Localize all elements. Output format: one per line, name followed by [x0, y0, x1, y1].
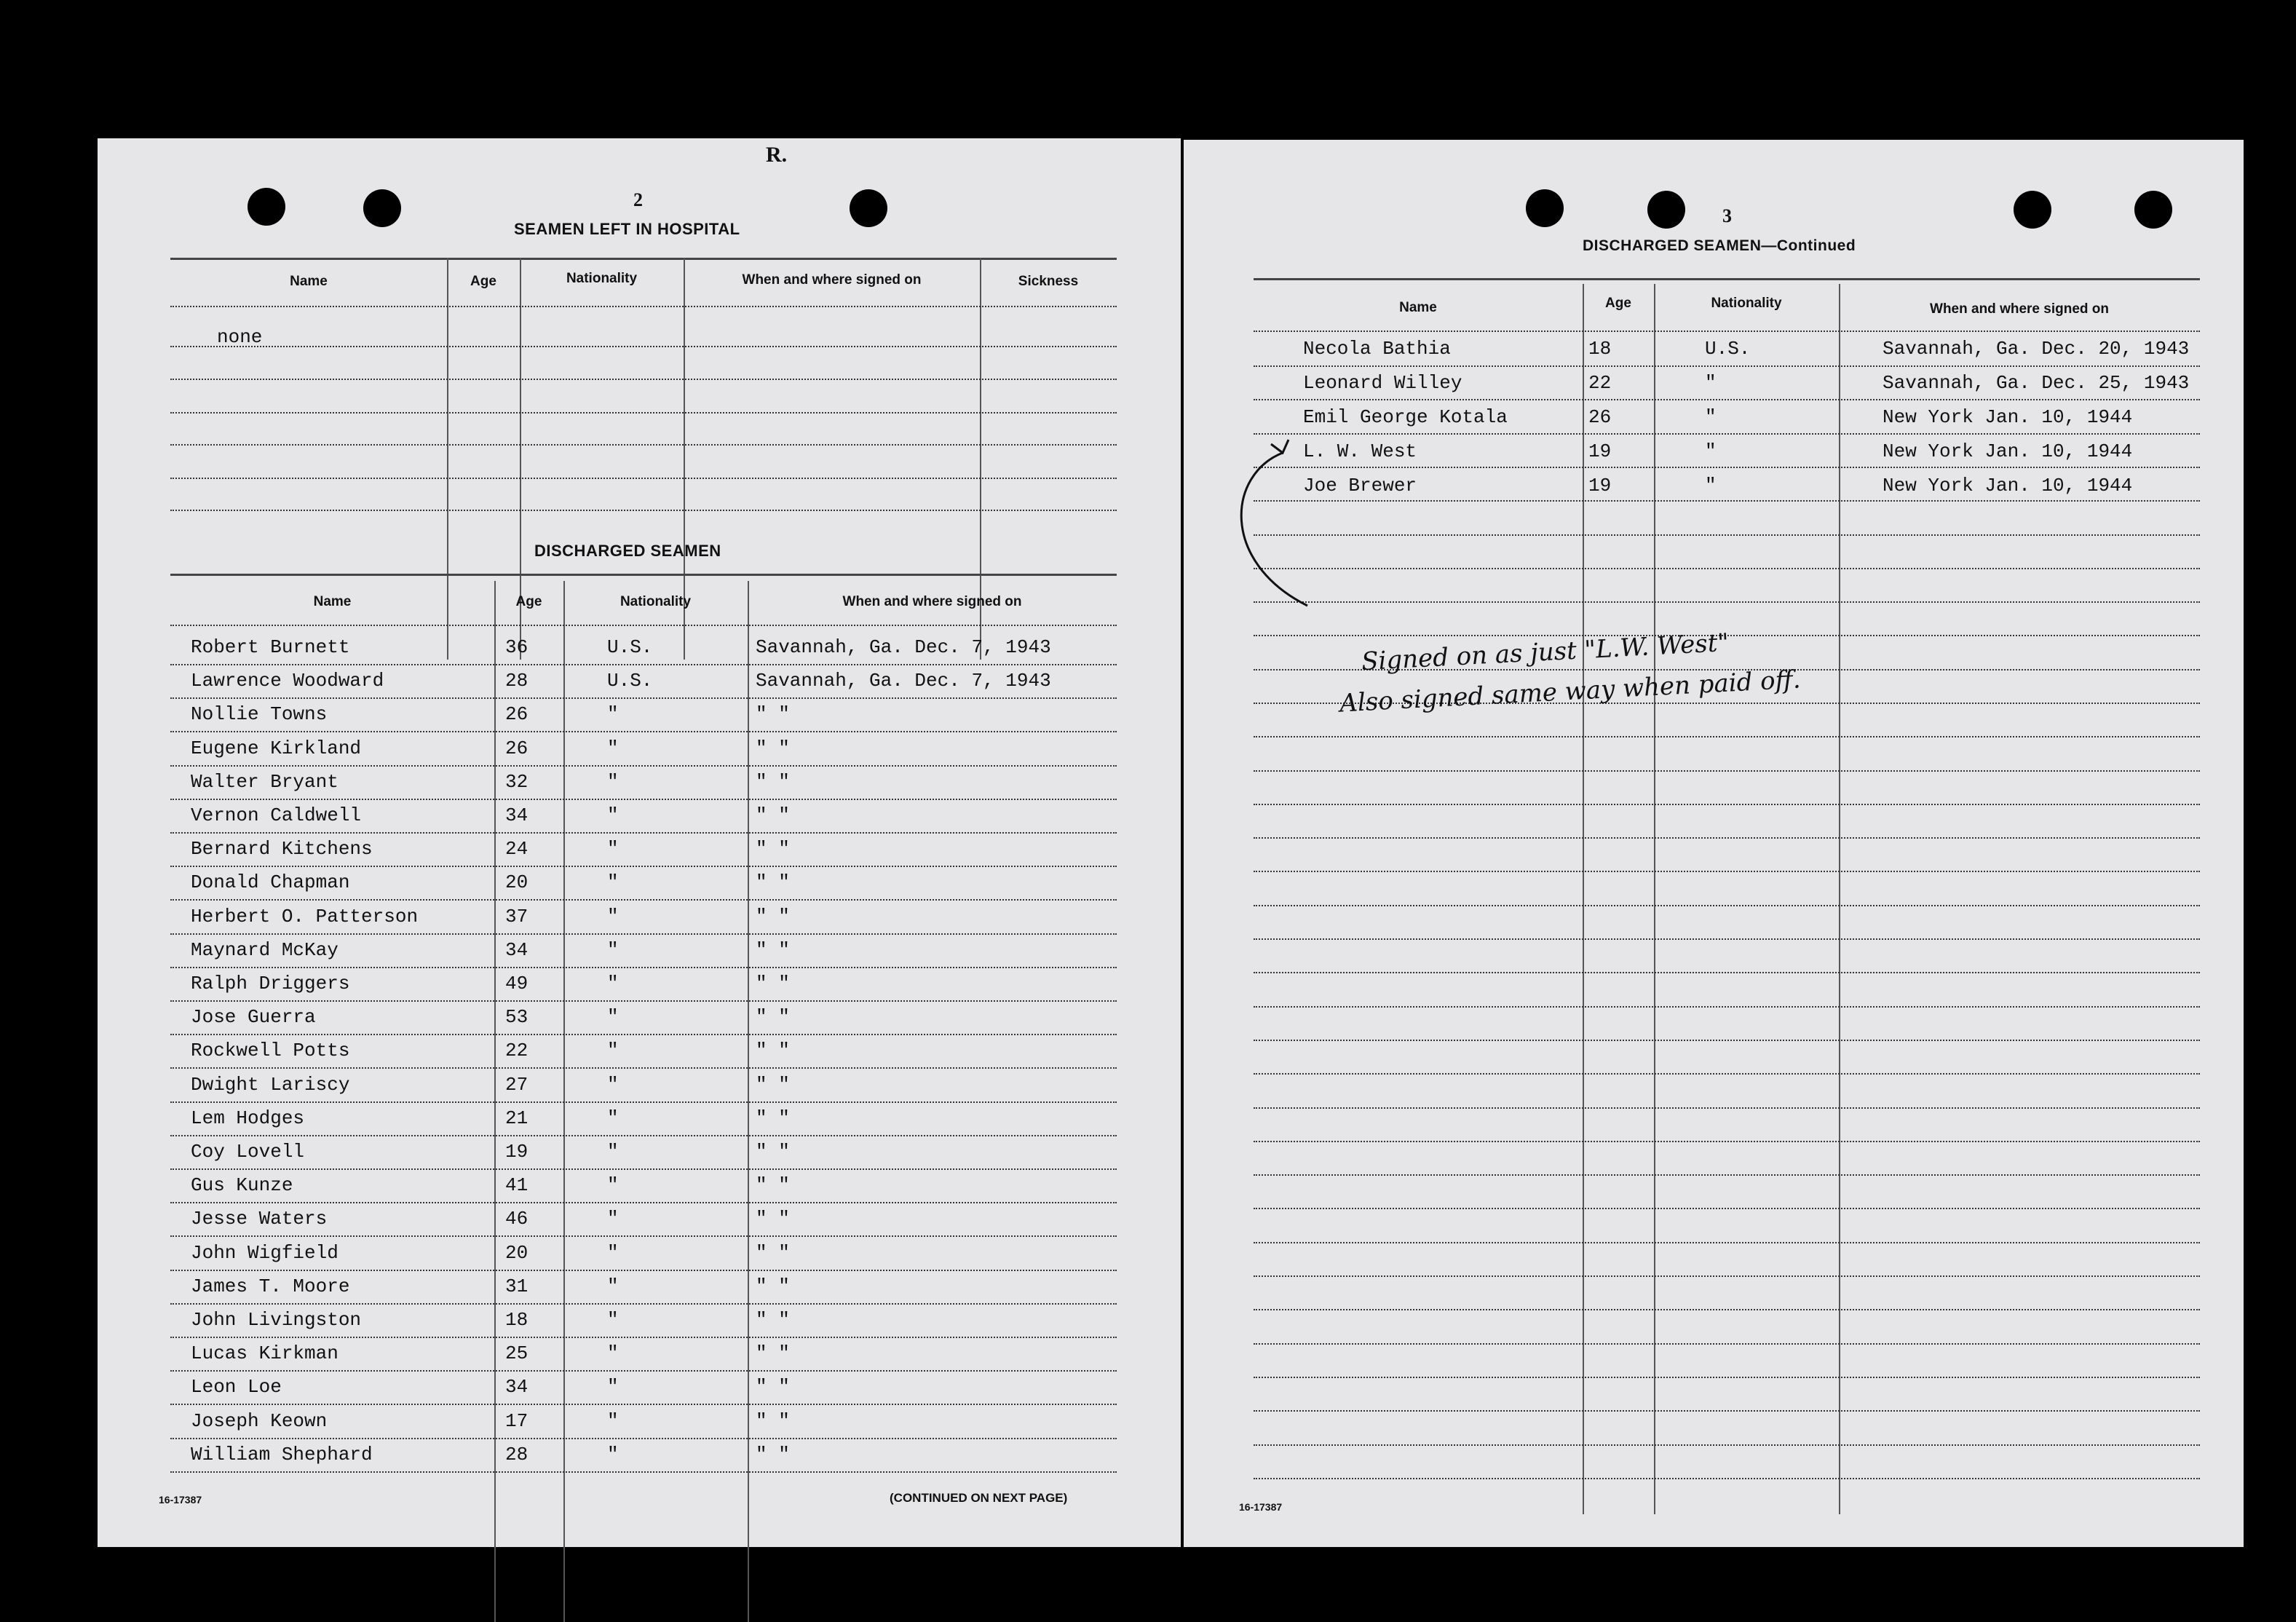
rule	[170, 1471, 1117, 1473]
header-signed-on: When and where signed on	[742, 272, 922, 288]
continued-section-title: DISCHARGED SEAMEN—Continued	[1583, 237, 1856, 254]
rule	[170, 1067, 1117, 1069]
seaman-signed-on: " "	[756, 1275, 790, 1297]
rule	[1254, 1309, 2200, 1310]
rule	[1254, 905, 2200, 906]
rule	[170, 510, 1117, 511]
seaman-age: 46	[505, 1208, 529, 1230]
seaman-signed-on: Savannah, Ga. Dec. 20, 1943	[1883, 338, 2190, 360]
punch-hole	[1647, 191, 1685, 229]
seaman-name: Coy Lovell	[191, 1141, 305, 1163]
seaman-name: Rockwell Potts	[191, 1040, 350, 1061]
rule	[170, 967, 1117, 968]
seaman-name: John Livingston	[191, 1309, 362, 1331]
rule	[1254, 1478, 2200, 1479]
rule	[1254, 1444, 2200, 1446]
seaman-signed-on: " "	[756, 771, 790, 793]
seaman-name: Lem Hodges	[191, 1107, 305, 1129]
seaman-age: 18	[1588, 338, 1612, 360]
rule	[1254, 804, 2200, 805]
seaman-age: 20	[505, 1242, 529, 1264]
header-name: Name	[1399, 300, 1437, 315]
header-age: Age	[470, 274, 496, 289]
seaman-age: 34	[505, 939, 529, 961]
rule	[1254, 433, 2200, 435]
seaman-signed-on: New York Jan. 10, 1944	[1883, 440, 2133, 462]
col-divider	[1654, 284, 1655, 1514]
rule	[1254, 1006, 2200, 1008]
seaman-nationality: "	[1705, 440, 1717, 462]
seaman-name: William Shephard	[191, 1444, 373, 1465]
seaman-age: 49	[505, 973, 529, 994]
seaman-nationality: "	[607, 737, 619, 759]
seaman-age: 20	[505, 871, 529, 893]
seaman-signed-on: " "	[756, 1376, 790, 1398]
seaman-nationality: "	[607, 1074, 619, 1096]
rule	[170, 379, 1117, 380]
seaman-age: 21	[505, 1107, 529, 1129]
form-number: 16-17387	[159, 1494, 202, 1506]
rule	[1254, 871, 2200, 872]
top-mark: R.	[766, 143, 788, 167]
seaman-signed-on: Savannah, Ga. Dec. 25, 1943	[1883, 372, 2190, 394]
rule	[1254, 770, 2200, 772]
rule	[170, 574, 1117, 576]
punch-hole	[363, 189, 401, 227]
rule	[170, 1034, 1117, 1035]
rule	[170, 765, 1117, 767]
col-divider	[1583, 284, 1584, 1514]
seaman-name: Gus Kunze	[191, 1174, 293, 1196]
hospital-entry: none	[217, 326, 263, 348]
seaman-age: 17	[505, 1410, 529, 1432]
seaman-nationality: U.S.	[1705, 338, 1751, 360]
seaman-name: Joe Brewer	[1303, 475, 1417, 497]
seaman-age: 19	[505, 1141, 529, 1163]
seaman-nationality: "	[607, 703, 619, 725]
header-signed-on: When and where signed on	[1930, 301, 2109, 317]
rule	[170, 899, 1117, 901]
header-nationality: Nationality	[566, 271, 638, 286]
seaman-age: 34	[505, 804, 529, 826]
seaman-nationality: "	[1705, 406, 1717, 428]
punch-hole	[2134, 191, 2172, 229]
rule	[1254, 837, 2200, 839]
seaman-nationality: "	[607, 973, 619, 994]
rule	[170, 346, 1117, 347]
seaman-signed-on: " "	[756, 906, 790, 927]
rule	[170, 258, 1117, 260]
rule	[1254, 938, 2200, 940]
seaman-name: Herbert O. Patterson	[191, 906, 419, 927]
seaman-name: Lawrence Woodward	[191, 670, 384, 692]
header-nationality: Nationality	[619, 594, 692, 609]
seaman-age: 26	[505, 737, 529, 759]
header-age: Age	[515, 594, 542, 609]
rule	[1254, 1141, 2200, 1142]
seaman-name: Eugene Kirkland	[191, 737, 362, 759]
rule	[170, 1438, 1117, 1439]
seaman-nationality: U.S.	[607, 636, 653, 658]
seaman-name: L. W. West	[1303, 440, 1417, 462]
seaman-signed-on: " "	[756, 703, 790, 725]
seaman-age: 31	[505, 1275, 529, 1297]
continued-note: (CONTINUED ON NEXT PAGE)	[890, 1491, 1068, 1505]
seaman-signed-on: " "	[756, 1309, 790, 1331]
rule	[1254, 1073, 2200, 1075]
rule	[1254, 534, 2200, 536]
rule	[170, 625, 1117, 626]
seaman-name: Jesse Waters	[191, 1208, 328, 1230]
page-number: 2	[633, 189, 643, 210]
punch-hole	[850, 189, 887, 227]
seaman-signed-on: " "	[756, 1074, 790, 1096]
seaman-nationality: "	[607, 771, 619, 793]
seaman-name: Leonard Willey	[1303, 372, 1462, 394]
rule	[1254, 1242, 2200, 1243]
seaman-age: 19	[1588, 475, 1612, 497]
rule	[170, 412, 1117, 414]
seaman-signed-on: " "	[756, 1242, 790, 1264]
seaman-signed-on: Savannah, Ga. Dec. 7, 1943	[756, 636, 1051, 658]
punch-hole	[1526, 189, 1564, 227]
rule	[1254, 365, 2200, 367]
seaman-nationality: "	[607, 1376, 619, 1398]
seaman-nationality: "	[607, 1275, 619, 1297]
header-name: Name	[313, 594, 352, 609]
seaman-name: Donald Chapman	[191, 871, 350, 893]
seaman-name: Ralph Driggers	[191, 973, 350, 994]
seaman-name: Bernard Kitchens	[191, 838, 373, 860]
rule	[1254, 399, 2200, 400]
rule	[1254, 1410, 2200, 1412]
seaman-age: 18	[505, 1309, 529, 1331]
seaman-name: Jose Guerra	[191, 1006, 316, 1028]
header-nationality: Nationality	[1711, 296, 1782, 311]
seaman-signed-on: " "	[756, 871, 790, 893]
seaman-signed-on: " "	[756, 1342, 790, 1364]
seaman-nationality: "	[607, 1141, 619, 1163]
rule	[1254, 568, 2200, 569]
rule	[170, 1000, 1117, 1002]
right-page	[1184, 140, 2244, 1547]
form-number: 16-17387	[1239, 1501, 1283, 1513]
seaman-age: 19	[1588, 440, 1612, 462]
rule	[1254, 1275, 2200, 1277]
col-divider	[1839, 284, 1840, 1514]
rule	[170, 664, 1117, 665]
header-signed-on: When and where signed on	[842, 594, 1022, 609]
seaman-name: Emil George Kotala	[1303, 406, 1508, 428]
seaman-name: Walter Bryant	[191, 771, 339, 793]
rule	[170, 697, 1117, 699]
rule	[170, 306, 1117, 307]
seaman-nationality: "	[1705, 372, 1717, 394]
hospital-section-title: SEAMEN LEFT IN HOSPITAL	[514, 220, 740, 238]
seaman-signed-on: " "	[756, 1141, 790, 1163]
rule	[170, 1337, 1117, 1338]
seaman-name: John Wigfield	[191, 1242, 339, 1264]
annotation-arrow-icon	[1213, 431, 1329, 620]
rule	[1254, 1377, 2200, 1378]
seaman-name: Leon Loe	[191, 1376, 282, 1398]
seaman-name: Vernon Caldwell	[191, 804, 362, 826]
seaman-name: Lucas Kirkman	[191, 1342, 339, 1364]
seaman-age: 34	[505, 1376, 529, 1398]
rule	[170, 1168, 1117, 1170]
seaman-signed-on: Savannah, Ga. Dec. 7, 1943	[756, 670, 1051, 692]
seaman-signed-on: " "	[756, 838, 790, 860]
handwritten-note-line2: Also signed same way when paid off.	[1339, 665, 1802, 719]
seaman-age: 22	[1588, 372, 1612, 394]
seaman-nationality: "	[607, 1309, 619, 1331]
seaman-name: Necola Bathia	[1303, 338, 1451, 360]
seaman-age: 53	[505, 1006, 529, 1028]
seaman-nationality: U.S.	[607, 670, 653, 692]
rule	[170, 933, 1117, 935]
seaman-signed-on: " "	[756, 1410, 790, 1432]
seaman-signed-on: " "	[756, 1107, 790, 1129]
seaman-age: 25	[505, 1342, 529, 1364]
seaman-signed-on: " "	[756, 737, 790, 759]
seaman-nationality: "	[607, 1107, 619, 1129]
seaman-age: 37	[505, 906, 529, 927]
seaman-nationality: "	[607, 1444, 619, 1465]
handwritten-note-line1: Signed on as just "L.W. West"	[1361, 628, 1730, 677]
seaman-signed-on: " "	[756, 973, 790, 994]
rule	[1254, 736, 2200, 737]
rule	[1254, 467, 2200, 468]
rule	[170, 444, 1117, 446]
seaman-nationality: "	[607, 804, 619, 826]
seaman-age: 41	[505, 1174, 529, 1196]
rule	[170, 1370, 1117, 1372]
seaman-age: 26	[1588, 406, 1612, 428]
seaman-nationality: "	[607, 1006, 619, 1028]
discharged-section-title: DISCHARGED SEAMEN	[534, 542, 721, 560]
header-sickness: Sickness	[1018, 274, 1079, 289]
rule	[1254, 972, 2200, 973]
rule	[170, 478, 1117, 479]
rule	[1254, 1208, 2200, 1209]
seaman-age: 26	[505, 703, 529, 725]
seaman-signed-on: " "	[756, 1040, 790, 1061]
seaman-name: Dwight Lariscy	[191, 1074, 350, 1096]
seaman-nationality: "	[607, 1040, 619, 1061]
seaman-signed-on: " "	[756, 1006, 790, 1028]
seaman-signed-on: New York Jan. 10, 1944	[1883, 475, 2133, 497]
rule	[1254, 601, 2200, 603]
seaman-nationality: "	[607, 1208, 619, 1230]
seaman-name: James T. Moore	[191, 1275, 350, 1297]
rule	[170, 832, 1117, 834]
seaman-nationality: "	[607, 1242, 619, 1264]
rule	[1254, 1107, 2200, 1109]
seaman-signed-on: " "	[756, 804, 790, 826]
rule	[1254, 278, 2200, 280]
seaman-nationality: "	[607, 1174, 619, 1196]
rule	[170, 799, 1117, 800]
seaman-signed-on: " "	[756, 1208, 790, 1230]
seaman-age: 28	[505, 1444, 529, 1465]
punch-hole	[2014, 191, 2051, 229]
seaman-age: 28	[505, 670, 529, 692]
seaman-age: 22	[505, 1040, 529, 1061]
seaman-name: Joseph Keown	[191, 1410, 328, 1432]
rule	[1254, 1343, 2200, 1345]
header-age: Age	[1605, 296, 1631, 311]
seaman-nationality: "	[607, 838, 619, 860]
seaman-name: Robert Burnett	[191, 636, 350, 658]
rule	[170, 731, 1117, 732]
seaman-age: 36	[505, 636, 529, 658]
punch-hole	[248, 188, 285, 226]
seaman-nationality: "	[607, 906, 619, 927]
seaman-nationality: "	[1705, 475, 1717, 497]
left-page	[98, 138, 1181, 1547]
seaman-nationality: "	[607, 1342, 619, 1364]
rule	[170, 866, 1117, 867]
seaman-nationality: "	[607, 1410, 619, 1432]
rule	[170, 1101, 1117, 1103]
seaman-signed-on: " "	[756, 1444, 790, 1465]
seaman-name: Maynard McKay	[191, 939, 339, 961]
seaman-nationality: "	[607, 871, 619, 893]
rule	[1254, 1174, 2200, 1176]
rule	[170, 1303, 1117, 1305]
seaman-signed-on: New York Jan. 10, 1944	[1883, 406, 2133, 428]
rule	[170, 1135, 1117, 1136]
seaman-age: 27	[505, 1074, 529, 1096]
seaman-age: 24	[505, 838, 529, 860]
seaman-signed-on: " "	[756, 1174, 790, 1196]
rule	[1254, 1040, 2200, 1041]
page-number: 3	[1722, 205, 1732, 226]
seaman-nationality: "	[607, 939, 619, 961]
rule	[170, 1235, 1117, 1237]
rule	[170, 1404, 1117, 1405]
rule	[1254, 331, 2200, 332]
seaman-age: 32	[505, 771, 529, 793]
rule	[170, 1202, 1117, 1203]
seaman-signed-on: " "	[756, 939, 790, 961]
rule	[1254, 500, 2200, 502]
header-name: Name	[290, 274, 328, 289]
seaman-name: Nollie Towns	[191, 703, 328, 725]
rule	[170, 1270, 1117, 1271]
